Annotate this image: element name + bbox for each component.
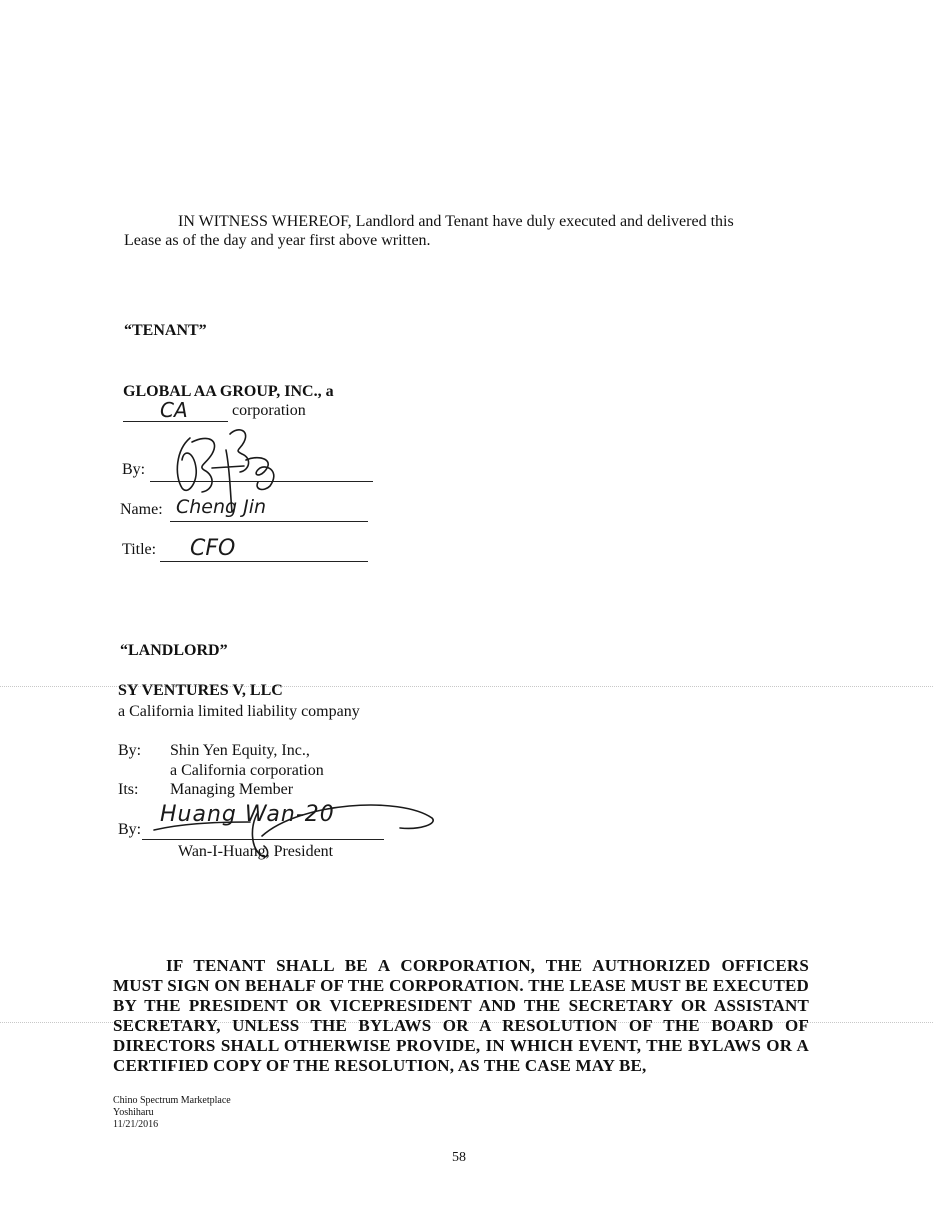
tenant-title-line [160, 561, 368, 562]
landlord-company-type: a California limited liability company [118, 703, 360, 720]
landlord-by-value-1: Shin Yen Equity, Inc., [170, 742, 310, 759]
tenant-name-handwritten: Cheng Jin [176, 496, 267, 518]
witness-line-2: Lease as of the day and year first above written. [124, 232, 431, 249]
footer-tenant-name: Yoshiharu [113, 1107, 154, 1118]
tenant-company: GLOBAL AA GROUP, INC., a [123, 383, 334, 400]
page-number: 58 [452, 1150, 466, 1165]
landlord-by-value-2: a California corporation [170, 762, 324, 779]
footer-date: 11/21/2016 [113, 1119, 159, 1130]
corporate-signing-notice: IF TENANT SHALL BE A CORPORATION, THE AUTHORIZED OFFICERS MUST SIGN ON BEHALF OF THE CORPORATION. THE LEASE MUST BE EXECUTED BY THE PRESIDENT OR VICEPRESIDENT AND THE SECRETARY OR ASSISTANT SECRETARY, UNLESS THE BYLAWS OR A RESOLUTION OF THE BOARD OF DIRECTORS SHALL OTHERWISE PROVIDE, IN WHICH EVENT, THE BYLAWS OR A CERTIFIED COPY OF THE RESOLUTION, AS THE CASE MAY BE, [113, 956, 809, 1075]
landlord-signer: Wan-I-Huang, President [178, 843, 334, 860]
landlord-by2-label: By: [118, 821, 142, 838]
tenant-by-label: By: [122, 461, 146, 478]
footer-property: Chino Spectrum Marketplace [113, 1095, 231, 1106]
tenant-name-label: Name: [120, 501, 163, 518]
tenant-title-handwritten: CFO [190, 536, 236, 561]
tenant-corporation-label: corporation [232, 402, 306, 419]
landlord-by-label: By: [118, 742, 142, 759]
witness-line-1: IN WITNESS WHEREOF, Landlord and Tenant have duly executed and delivered this [178, 213, 734, 230]
tenant-name-line [170, 521, 368, 522]
tenant-state-handwritten: CA [160, 398, 188, 422]
tenant-title-label: Title: [122, 541, 157, 558]
landlord-its-label: Its: [118, 781, 139, 798]
landlord-heading: “LANDLORD” [120, 642, 228, 659]
landlord-signature-text: Huang Wan-20 [160, 802, 335, 827]
landlord-its-value: Managing Member [170, 781, 294, 798]
landlord-company: SY VENTURES V, LLC [118, 682, 283, 699]
tenant-heading: “TENANT” [124, 322, 207, 339]
